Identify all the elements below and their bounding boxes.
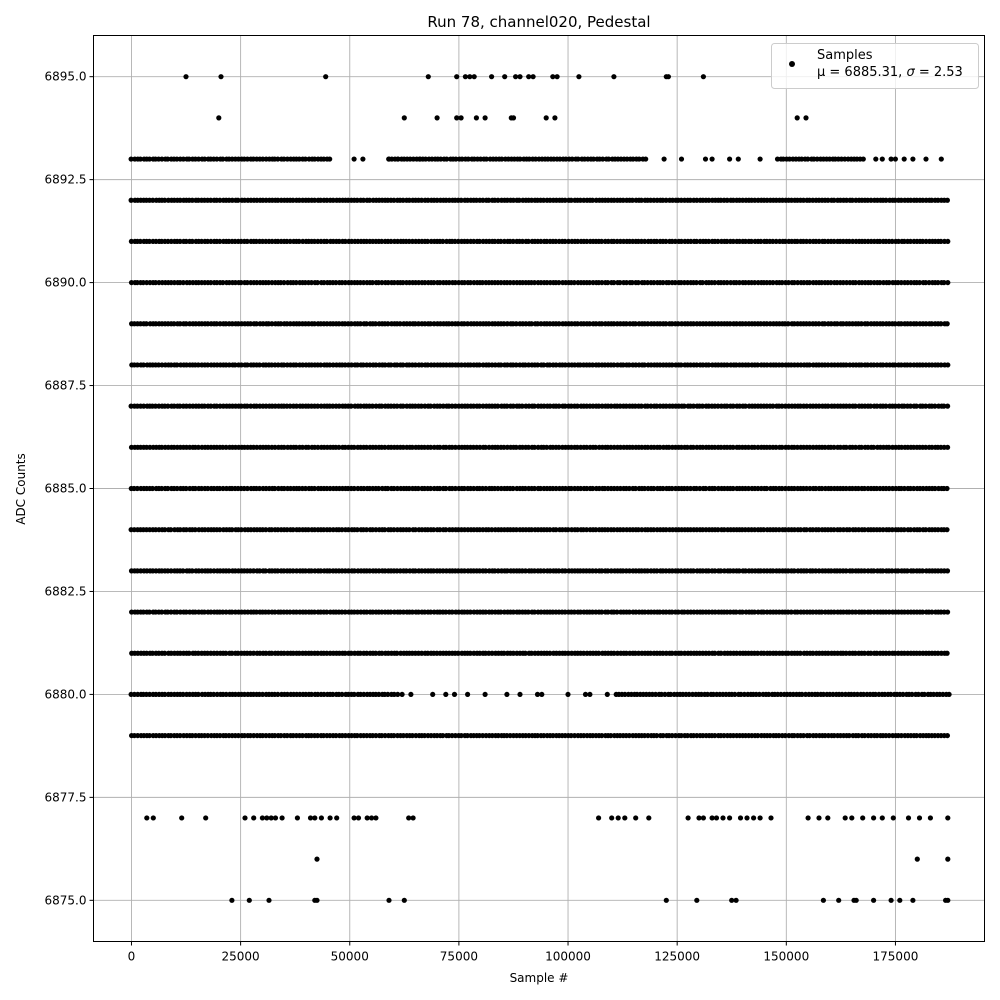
sample-point xyxy=(686,815,691,820)
sample-point xyxy=(247,898,252,903)
sample-point xyxy=(373,815,378,820)
sample-point xyxy=(945,445,950,450)
sample-point xyxy=(701,815,706,820)
sample-point xyxy=(402,115,407,120)
sample-point xyxy=(703,156,708,161)
sample-point xyxy=(443,692,448,697)
y-tick-label: 6887.5 xyxy=(44,378,87,393)
sample-point xyxy=(825,815,830,820)
x-tick-label: 125000 xyxy=(654,949,701,964)
sample-point xyxy=(555,74,560,79)
sample-point xyxy=(474,115,479,120)
sample-point xyxy=(944,527,949,532)
sample-point xyxy=(183,74,188,79)
sample-point xyxy=(945,568,950,573)
sample-point xyxy=(402,898,407,903)
sample-point xyxy=(871,898,876,903)
sample-point xyxy=(544,115,549,120)
x-tick-label: 75000 xyxy=(439,949,478,964)
sample-point xyxy=(295,815,300,820)
sample-point xyxy=(928,815,933,820)
sample-point xyxy=(328,815,333,820)
sample-point xyxy=(880,156,885,161)
x-tick-label: 175000 xyxy=(872,949,919,964)
sample-point xyxy=(319,815,324,820)
sample-point xyxy=(144,815,149,820)
y-tick-label: 6880.0 xyxy=(44,687,87,702)
sample-point xyxy=(902,156,907,161)
sample-point xyxy=(945,404,950,409)
sample-point xyxy=(945,651,950,656)
sample-point xyxy=(803,115,808,120)
sample-point xyxy=(871,815,876,820)
sample-point xyxy=(738,815,743,820)
sample-point xyxy=(430,692,435,697)
sample-point xyxy=(251,815,256,820)
sample-point xyxy=(664,898,669,903)
legend-marker xyxy=(789,61,795,67)
sample-point xyxy=(517,692,522,697)
x-tick-label: 0 xyxy=(127,949,136,964)
x-tick-label: 100000 xyxy=(545,949,591,964)
sample-point xyxy=(386,898,391,903)
sample-point xyxy=(915,857,920,862)
sample-point xyxy=(459,115,464,120)
sample-point xyxy=(511,115,516,120)
y-tick-label: 6877.5 xyxy=(44,790,87,805)
sample-point xyxy=(768,815,773,820)
x-axis-label: Sample # xyxy=(509,971,569,985)
sample-point xyxy=(806,815,811,820)
sample-point xyxy=(854,898,859,903)
sample-point xyxy=(720,815,725,820)
sample-point xyxy=(323,74,328,79)
sample-point xyxy=(701,74,706,79)
sample-point xyxy=(836,898,841,903)
sample-point xyxy=(334,815,339,820)
sample-point xyxy=(734,898,739,903)
legend-stats-suffix: = 2.53 xyxy=(914,65,963,80)
sample-point xyxy=(889,898,894,903)
sample-point xyxy=(727,156,732,161)
sample-point xyxy=(314,898,319,903)
sample-point xyxy=(910,156,915,161)
sample-point xyxy=(151,815,156,820)
sample-point xyxy=(945,609,950,614)
sample-point xyxy=(945,321,950,326)
sample-point xyxy=(395,156,400,161)
sample-point xyxy=(633,815,638,820)
sample-point xyxy=(452,692,457,697)
sample-point xyxy=(483,115,488,120)
sample-point xyxy=(408,692,413,697)
sample-point xyxy=(242,815,247,820)
sample-point xyxy=(861,156,866,161)
sample-point xyxy=(758,815,763,820)
sample-point xyxy=(356,815,361,820)
sample-point xyxy=(352,156,357,161)
sample-point xyxy=(312,815,317,820)
sample-point xyxy=(736,156,741,161)
sample-point xyxy=(611,74,616,79)
legend-sigma-symbol: σ xyxy=(906,65,915,80)
sample-point xyxy=(565,692,570,697)
sample-point xyxy=(944,486,949,491)
x-tick-label: 50000 xyxy=(330,949,369,964)
sample-point xyxy=(945,815,950,820)
sample-point xyxy=(945,198,950,203)
sample-point xyxy=(751,815,756,820)
sample-point xyxy=(622,815,627,820)
sample-point xyxy=(454,74,459,79)
sample-point xyxy=(849,815,854,820)
sample-point xyxy=(945,898,950,903)
sample-point xyxy=(947,692,952,697)
sample-point xyxy=(795,115,800,120)
sample-point xyxy=(327,156,332,161)
sample-point xyxy=(266,898,271,903)
sample-point xyxy=(643,156,648,161)
sample-point xyxy=(939,156,944,161)
y-tick-label: 6875.0 xyxy=(44,893,87,908)
sample-point xyxy=(504,692,509,697)
x-tick-label: 25000 xyxy=(221,949,260,964)
sample-point xyxy=(860,815,865,820)
sample-point xyxy=(502,74,507,79)
sample-point xyxy=(472,74,477,79)
sample-point xyxy=(465,692,470,697)
sample-point xyxy=(710,156,715,161)
sample-point xyxy=(727,815,732,820)
sample-point xyxy=(744,815,749,820)
sample-point xyxy=(714,815,719,820)
sample-point xyxy=(843,815,848,820)
sample-point xyxy=(179,815,184,820)
sample-point xyxy=(880,815,885,820)
sample-point xyxy=(945,733,950,738)
sample-point xyxy=(906,815,911,820)
sample-point xyxy=(552,115,557,120)
y-tick-label: 6885.0 xyxy=(44,481,87,496)
sample-point xyxy=(411,815,416,820)
sample-point xyxy=(679,156,684,161)
sample-point xyxy=(758,156,763,161)
sample-point xyxy=(605,692,610,697)
sample-point xyxy=(483,692,488,697)
sample-point xyxy=(400,692,405,697)
y-axis-label: ADC Counts xyxy=(14,453,28,525)
y-tick-label: 6882.5 xyxy=(44,584,87,599)
sample-point xyxy=(273,815,278,820)
y-tick-label: 6890.0 xyxy=(44,275,87,290)
sample-point xyxy=(576,74,581,79)
sample-point xyxy=(662,156,667,161)
sample-point xyxy=(587,692,592,697)
sample-point xyxy=(435,115,440,120)
sample-point xyxy=(897,898,902,903)
sample-point xyxy=(821,898,826,903)
sample-point xyxy=(539,692,544,697)
sample-point xyxy=(945,857,950,862)
sample-point xyxy=(203,815,208,820)
sample-point xyxy=(910,898,915,903)
sample-point xyxy=(596,815,601,820)
legend xyxy=(772,44,979,89)
legend-stats-prefix: μ = 6885.31, xyxy=(817,65,907,80)
sample-point xyxy=(216,115,221,120)
sample-point xyxy=(417,156,422,161)
legend-label: Samples xyxy=(817,48,873,63)
sample-point xyxy=(280,815,285,820)
sample-point xyxy=(426,74,431,79)
sample-point xyxy=(517,74,522,79)
sample-point xyxy=(694,898,699,903)
sample-point xyxy=(229,898,234,903)
sample-point xyxy=(816,815,821,820)
sample-point xyxy=(314,857,319,862)
y-tick-label: 6895.0 xyxy=(44,69,87,84)
sample-point xyxy=(360,156,365,161)
sample-point xyxy=(891,815,896,820)
sample-point xyxy=(893,156,898,161)
sample-point xyxy=(873,156,878,161)
sample-point xyxy=(616,815,621,820)
y-tick-label: 6892.5 xyxy=(44,172,87,187)
sample-point xyxy=(218,74,223,79)
legend-stats xyxy=(817,65,963,80)
sample-point xyxy=(666,74,671,79)
sample-point xyxy=(609,815,614,820)
sample-point xyxy=(917,815,922,820)
sample-point xyxy=(646,815,651,820)
x-tick-label: 150000 xyxy=(763,949,810,964)
sample-point xyxy=(531,74,536,79)
sample-point xyxy=(923,156,928,161)
sample-point xyxy=(945,362,950,367)
chart-title: Run 78, channel020, Pedestal xyxy=(427,13,651,31)
sample-point xyxy=(945,239,950,244)
sample-point xyxy=(386,156,391,161)
sample-point xyxy=(945,280,950,285)
sample-point xyxy=(489,74,494,79)
